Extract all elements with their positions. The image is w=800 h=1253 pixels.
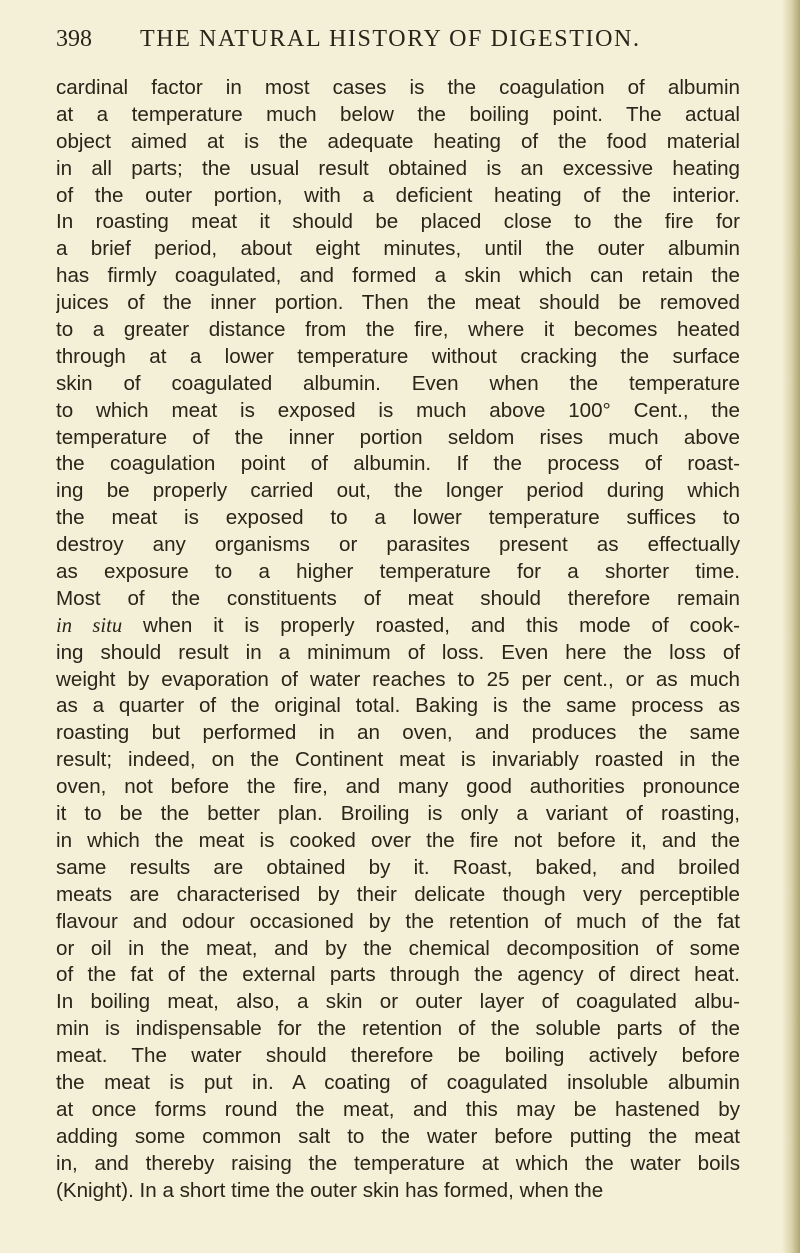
text-line: Most of the constituents of meat should therefore remain bbox=[56, 586, 740, 610]
text-line: to which meat is exposed is much above 100° Cent., the bbox=[56, 398, 740, 422]
text-line: temperature of the inner portion seldom rises much above bbox=[56, 425, 740, 449]
text-line: at once forms round the meat, and this may be hastened by bbox=[56, 1097, 740, 1121]
text-line: same results are obtained by it. Roast, baked, and broiled bbox=[56, 855, 740, 879]
text-line: oven, not before the fire, and many good authorities pronounce bbox=[56, 775, 740, 799]
text-line: adding some common salt to the water before putting the meat bbox=[56, 1124, 740, 1148]
text-line: destroy any organisms or parasites present as effectually bbox=[56, 533, 740, 557]
text-line: it to be the better plan. Broiling is only a variant of roasting, bbox=[56, 802, 740, 826]
body-text bbox=[56, 75, 740, 1204]
text-line: In roasting meat it should be placed close to the fire for bbox=[56, 210, 740, 234]
text-line: juices of the inner portion. Then the meat should be removed bbox=[56, 291, 740, 315]
running-head: THE NATURAL HISTORY OF DIGESTION. bbox=[140, 26, 641, 52]
text-line: in which the meat is cooked over the fire not before it, and the bbox=[56, 828, 740, 852]
text-line: or oil in the meat, and by the chemical decomposition of some bbox=[56, 936, 740, 960]
page-header bbox=[56, 26, 746, 60]
text-line-with-italic bbox=[56, 613, 740, 640]
text-line: as exposure to a higher temperature for a shorter time. bbox=[56, 560, 740, 584]
italic-phrase: in situ bbox=[56, 614, 123, 637]
text-line: cardinal factor in most cases is the coagulation of albumin bbox=[56, 76, 740, 99]
text-line: weight by evaporation of water reaches to 25 per cent., or as much bbox=[56, 667, 740, 691]
text-line: flavour and odour occasioned by the retention of much of the fat bbox=[56, 909, 740, 933]
text-line: result; indeed, on the Continent meat is invariably roasted in the bbox=[56, 748, 740, 772]
text-line: min is indispensable for the retention of the soluble parts of the bbox=[56, 1017, 740, 1041]
text-line: as a quarter of the original total. Baking is the same process as bbox=[56, 694, 740, 718]
text-line: ing be properly carried out, the longer period during which bbox=[56, 479, 740, 503]
text-line: of the outer portion, with a deficient heating of the interior. bbox=[56, 183, 740, 207]
text-line: a brief period, about eight minutes, until the outer albumin bbox=[56, 237, 740, 261]
text-line: the meat is exposed to a lower temperature suffices to bbox=[56, 506, 740, 530]
text-line: meat. The water should therefore be boiling actively before bbox=[56, 1044, 740, 1068]
text-line: the coagulation point of albumin. If the process of roast- bbox=[56, 452, 740, 476]
text-line: of the fat of the external parts through the agency of direct heat. bbox=[56, 963, 740, 987]
text-line: in all parts; the usual result obtained is an excessive heating bbox=[56, 156, 740, 180]
page-number: 398 bbox=[56, 26, 92, 52]
text-line: at a temperature much below the boiling point. The actual bbox=[56, 102, 740, 126]
text-line: has firmly coagulated, and formed a skin which can retain the bbox=[56, 264, 740, 288]
text-line: roasting but performed in an oven, and produces the same bbox=[56, 721, 740, 745]
text-line: skin of coagulated albumin. Even when the temperature bbox=[56, 371, 740, 395]
text-line: (Knight). In a short time the outer skin has formed, when the bbox=[56, 1178, 604, 1202]
text-line-rest: when it is properly roasted, and this mode of cook- bbox=[122, 613, 740, 637]
text-line: in, and thereby raising the temperature at which the water boils bbox=[56, 1151, 740, 1175]
text-line: In boiling meat, also, a skin or outer layer of coagulated albu- bbox=[56, 990, 740, 1014]
text-line: ing should result in a minimum of loss. Even here the loss of bbox=[56, 640, 740, 664]
text-line: through at a lower temperature without cracking the surface bbox=[56, 344, 740, 368]
page-edge-shadow bbox=[782, 0, 800, 1253]
text-line: object aimed at is the adequate heating of the food material bbox=[56, 129, 740, 153]
text-line: meats are characterised by their delicate though very perceptible bbox=[56, 882, 740, 906]
text-line: the meat is put in. A coating of coagulated insoluble albumin bbox=[56, 1070, 740, 1094]
text-line: to a greater distance from the fire, where it becomes heated bbox=[56, 318, 740, 342]
